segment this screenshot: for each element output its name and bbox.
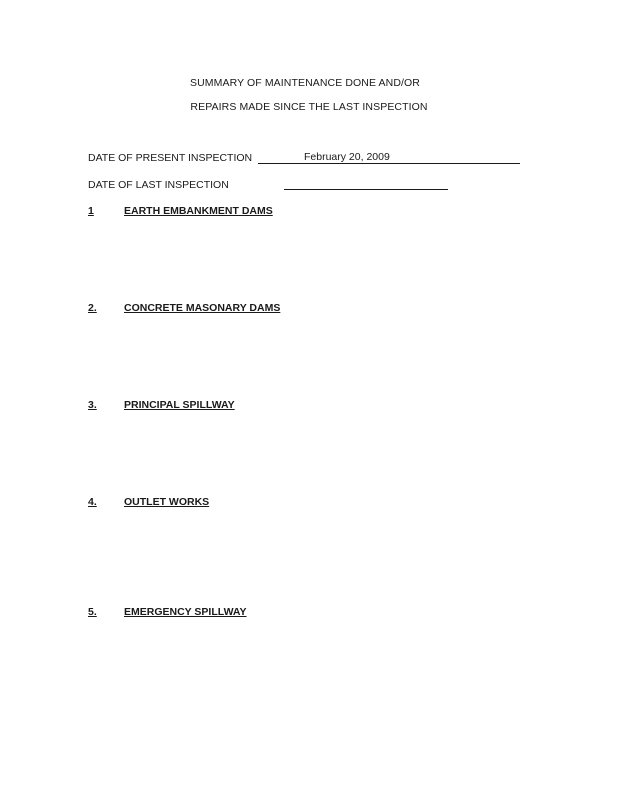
last-inspection-underline	[284, 189, 448, 190]
section-heading: EARTH EMBANKMENT DAMS	[124, 205, 273, 217]
section-number: 4.	[88, 496, 97, 508]
present-inspection-date: February 20, 2009	[304, 151, 390, 163]
section-outlet-works	[88, 496, 209, 508]
section-earth-embankment-dams	[88, 205, 273, 217]
last-inspection-label: DATE OF LAST INSPECTION	[88, 179, 229, 191]
section-number: 3.	[88, 399, 97, 411]
section-heading: CONCRETE MASONARY DAMS	[124, 302, 281, 314]
document-title-line-1: SUMMARY OF MAINTENANCE DONE AND/OR	[190, 77, 420, 89]
section-number: 5.	[88, 606, 97, 618]
section-emergency-spillway	[88, 606, 247, 618]
section-concrete-masonary-dams	[88, 302, 280, 314]
section-principal-spillway	[88, 399, 235, 411]
section-heading: OUTLET WORKS	[124, 496, 210, 508]
section-number: 2.	[88, 302, 97, 314]
section-number: 1	[88, 205, 94, 217]
present-inspection-underline-b	[302, 163, 520, 164]
present-inspection-underline-a	[258, 163, 302, 164]
present-inspection-label: DATE OF PRESENT INSPECTION	[88, 152, 253, 164]
section-heading: EMERGENCY SPILLWAY	[124, 606, 247, 618]
document-title-line-2: REPAIRS MADE SINCE THE LAST INSPECTION	[190, 101, 428, 113]
section-heading: PRINCIPAL SPILLWAY	[124, 399, 235, 411]
